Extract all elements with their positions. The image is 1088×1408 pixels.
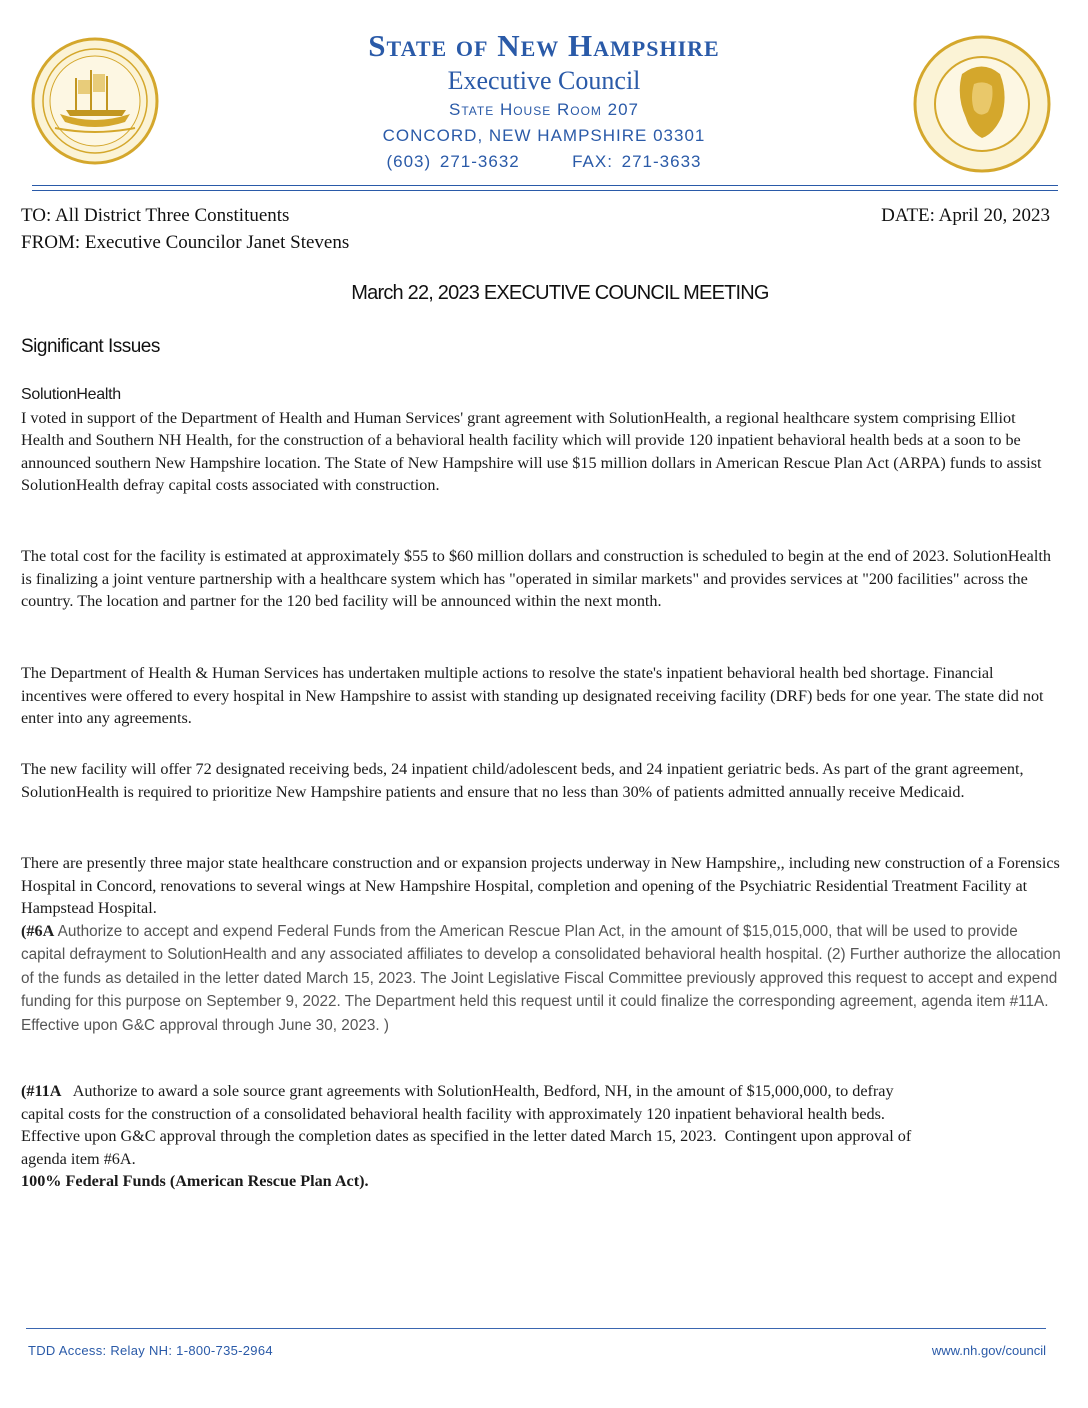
letterhead-subtitle: Executive Council xyxy=(447,66,641,95)
item-6a-text: Authorize to accept and expend Federal Funds from the American Rescue Plan Act, in the amount of $15,015,000, that will be used to provide capital defrayment to SolutionHealth and any associated affiliates to develop a consolidated behavioral health hospital. (2) Further authorize the allocation of the funds as detailed in the letter dated March 15, 2023. The Joint Legislative Fiscal Committee previously approved this request to accept and expend funding for this purpose on September 9, 2022. The Department held this request until it could finalize the corresponding agreement, agenda item #11A. Effective upon G&C approval through June 30, 2023. ) xyxy=(21,922,1061,1034)
body-block-5 xyxy=(21,852,1061,1037)
paragraph: The total cost for the facility is estimated at approximately $55 to $60 million dollars and construction is scheduled to begin at the end of 2023. SolutionHealth is finalizing a joint venture partnership with a healthcare system which has "operated in similar markets" and provides services at "200 facilities" across the country. The location and partner for the 120 bed facility will be announced within the next month. xyxy=(21,547,1051,610)
footer-rule xyxy=(26,1328,1046,1329)
item-11a-code: (#11A xyxy=(21,1082,62,1100)
footer-website-link[interactable]: www.nh.gov/council xyxy=(931,1343,1046,1358)
memo-date: DATE: April 20, 2023 xyxy=(881,205,1050,226)
state-seal-right-icon xyxy=(912,34,1052,174)
footer-tdd: TDD Access: Relay NH: 1-800-735-2964 xyxy=(28,1343,273,1358)
memo-to: TO: All District Three Constituents xyxy=(21,205,290,226)
header-rule-top xyxy=(32,185,1058,186)
body-block-1 xyxy=(21,384,1061,497)
document-title: March 22, 2023 EXECUTIVE COUNCIL MEETING xyxy=(351,282,769,304)
memo-from: FROM: Executive Councilor Janet Stevens xyxy=(21,232,350,253)
letterhead-room: State House Room 207 xyxy=(449,100,639,119)
section-heading: Significant Issues xyxy=(21,336,160,357)
item-11a-text: Authorize to award a sole source grant agreements with SolutionHealth, Bedford, NH, in the amount of $15,000,000, to defray capital costs for the construction of a consolidated behavioral health facility with approximately 120 inpatient behavioral health beds. Effective upon G&C approval through the completion dates as specified in the letter dated March 15, 2023. Contingent upon approval of agenda item #6A. xyxy=(21,1082,916,1168)
item-11a-paragraph xyxy=(21,1080,921,1170)
item-11a-funding: 100% Federal Funds (American Rescue Plan Act). xyxy=(21,1172,369,1190)
paragraph: The Department of Health & Human Services has undertaken multiple actions to resolve the state's inpatient behavioral health bed shortage. Financial incentives were offered to every hospital in New Hampshire to assist with standing up designated receiving facility (DRF) beds for one year. The state did not enter into any agreements. xyxy=(21,664,1044,727)
state-seal-left-icon xyxy=(30,36,160,166)
paragraph: I voted in support of the Department of Health and Human Services' grant agreement with SolutionHealth, a regional healthcare system comprising Elliot Health and Southern NH Health, for the construction of a behavioral health facility which will provide 120 inpatient behavioral health beds at a soon to be announced southern New Hampshire location. The State of New Hampshire will use $15 million dollars in American Rescue Plan Act (ARPA) funds to assist SolutionHealth defray capital costs associated with construction. xyxy=(21,408,1042,494)
subheading: SolutionHealth xyxy=(21,386,121,403)
agenda-item-6a xyxy=(21,920,1061,1038)
item-6a-code: (#6A xyxy=(21,921,55,940)
letterhead-city: CONCORD, NEW HAMPSHIRE 03301 xyxy=(382,126,706,145)
paragraph: The new facility will offer 72 designated receiving beds, 24 inpatient child/adolescent beds, and 24 inpatient geriatric beds. As part of the grant agreement, SolutionHealth is required to prioritize New Hampshire patients and ensure that no less than 30% of patients admitted annually receive Medicaid. xyxy=(21,760,1024,801)
paragraph: There are presently three major state healthcare construction and or expansion projects underway in New Hampshire,, including new construction of a Forensics Hospital in Concord, renovations to several wings at New Hampshire Hospital, completion and opening of the Psychiatric Residential Treatment Facility at Hampstead Hospital. xyxy=(21,854,1060,917)
header-rule-bottom xyxy=(32,190,1058,191)
agenda-item-11a xyxy=(21,1080,921,1193)
letterhead-phone: (603) 271-3632 FAX: 271-3633 xyxy=(386,152,702,171)
letterhead xyxy=(0,0,1088,200)
letterhead-title: State of New Hampshire xyxy=(368,28,720,63)
